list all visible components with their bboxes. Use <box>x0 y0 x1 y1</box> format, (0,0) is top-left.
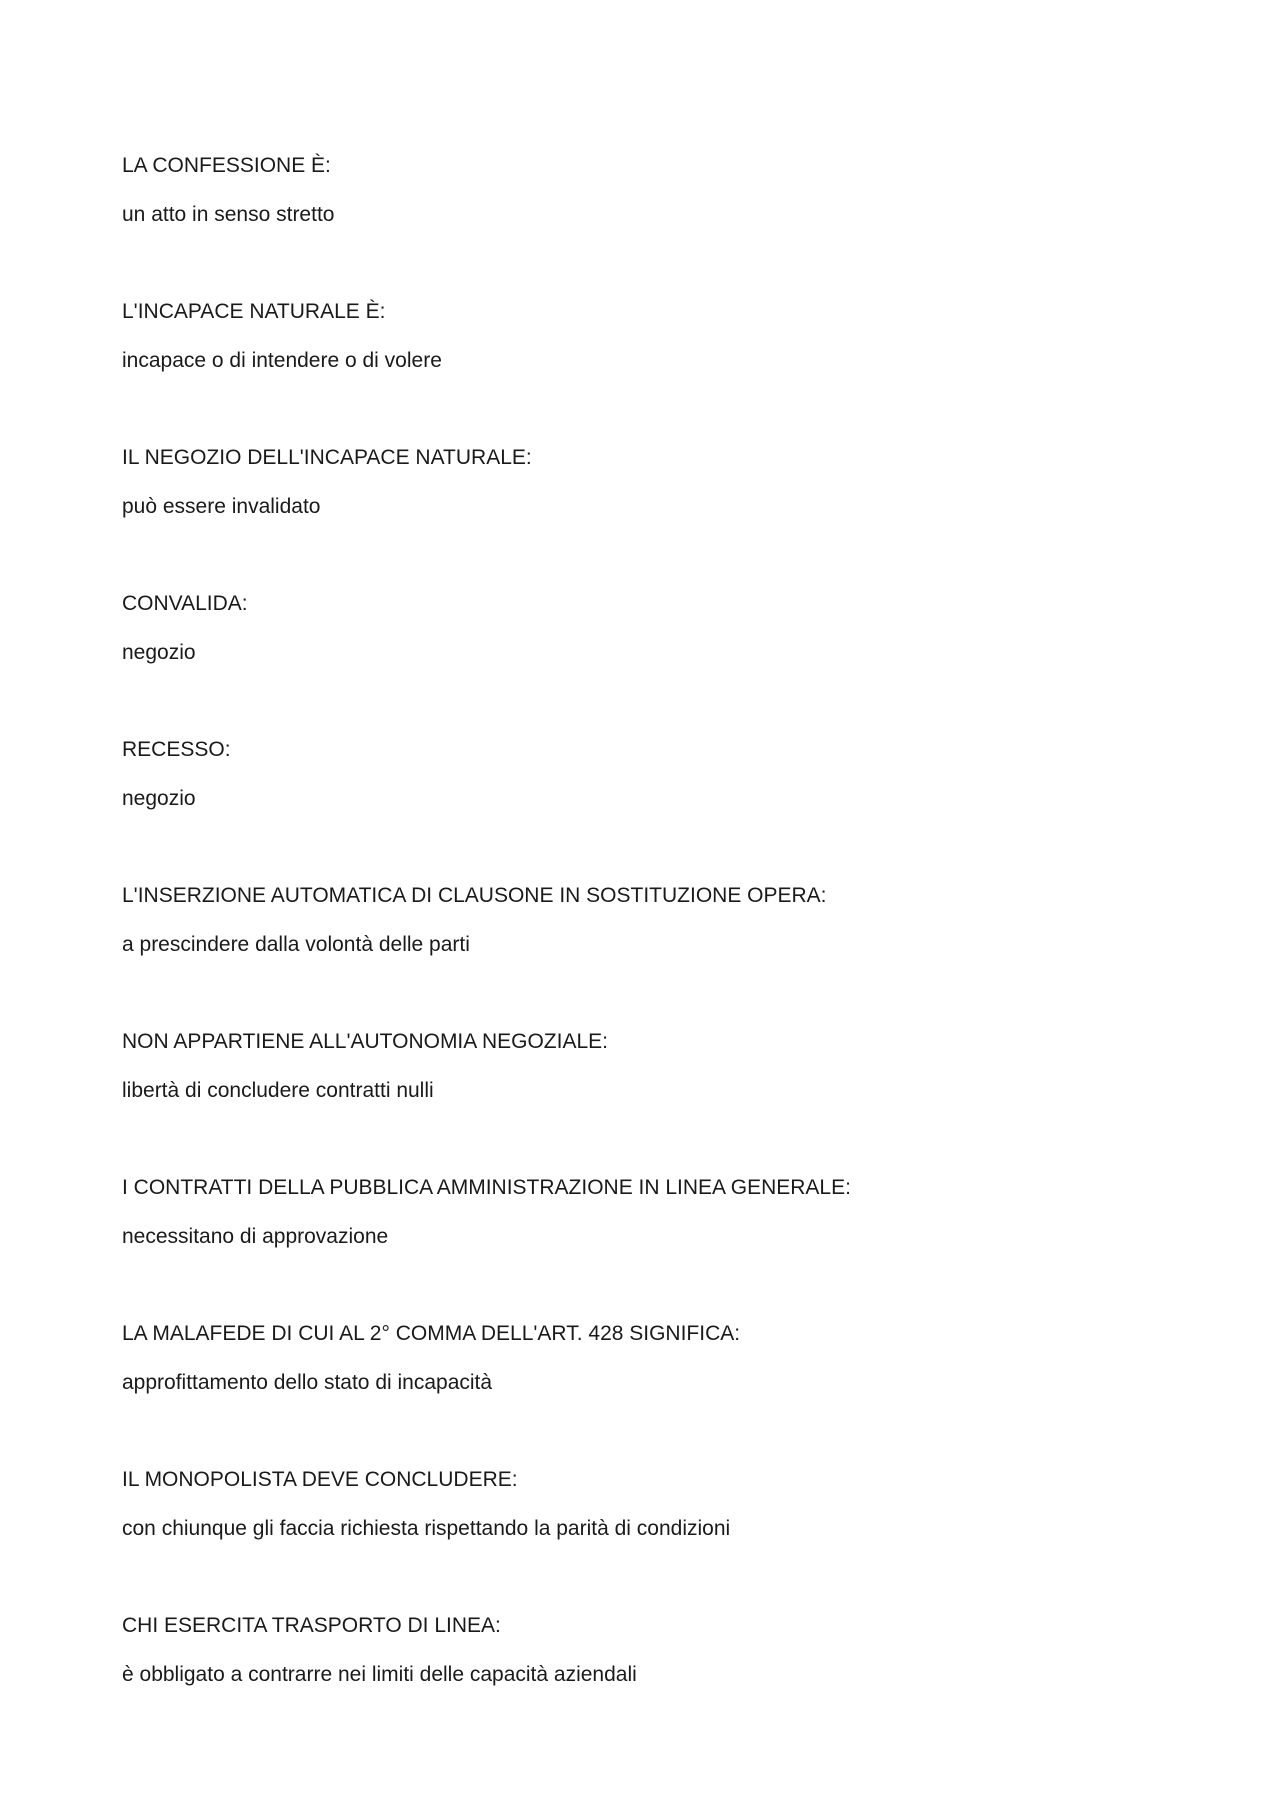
qa-item <box>122 882 1162 1028</box>
question-text: LA CONFESSIONE È: <box>122 154 331 177</box>
qa-item <box>122 1320 1162 1466</box>
answer-text: necessitano di approvazione <box>122 1225 389 1248</box>
qa-item <box>122 590 1162 736</box>
question-text: IL MONOPOLISTA DEVE CONCLUDERE: <box>122 1468 518 1491</box>
answer-text: libertà di concludere contratti nulli <box>122 1079 434 1102</box>
qa-item <box>122 152 1162 298</box>
answer-text: approfittamento dello stato di incapacità <box>122 1371 493 1394</box>
answer-text: può essere invalidato <box>122 495 321 518</box>
question-text: I CONTRATTI DELLA PUBBLICA AMMINISTRAZIONE IN LINEA GENERALE: <box>122 1176 851 1199</box>
question-text: L'INCAPACE NATURALE È: <box>122 300 386 323</box>
question-text: NON APPARTIENE ALL'AUTONOMIA NEGOZIALE: <box>122 1030 608 1053</box>
qa-item <box>122 1612 1162 1758</box>
question-text: LA MALAFEDE DI CUI AL 2° COMMA DELL'ART. 428 SIGNIFICA: <box>122 1322 741 1345</box>
qa-list <box>122 152 1162 1758</box>
question-text: CONVALIDA: <box>122 592 248 615</box>
answer-text: negozio <box>122 641 196 664</box>
qa-item <box>122 1466 1162 1612</box>
qa-item <box>122 298 1162 444</box>
answer-text: è obbligato a contrarre nei limiti delle capacità aziendali <box>122 1663 637 1686</box>
qa-item <box>122 1174 1162 1320</box>
answer-text: incapace o di intendere o di volere <box>122 349 442 372</box>
answer-text: un atto in senso stretto <box>122 203 335 226</box>
question-text: RECESSO: <box>122 738 231 761</box>
qa-item <box>122 736 1162 882</box>
question-text: CHI ESERCITA TRASPORTO DI LINEA: <box>122 1614 501 1637</box>
answer-text: a prescindere dalla volontà delle parti <box>122 933 470 956</box>
qa-item <box>122 444 1162 590</box>
answer-text: con chiunque gli faccia richiesta rispettando la parità di condizioni <box>122 1517 731 1540</box>
question-text: IL NEGOZIO DELL'INCAPACE NATURALE: <box>122 446 532 469</box>
answer-text: negozio <box>122 787 196 810</box>
question-text: L'INSERZIONE AUTOMATICA DI CLAUSONE IN SOSTITUZIONE OPERA: <box>122 884 827 907</box>
qa-item <box>122 1028 1162 1174</box>
